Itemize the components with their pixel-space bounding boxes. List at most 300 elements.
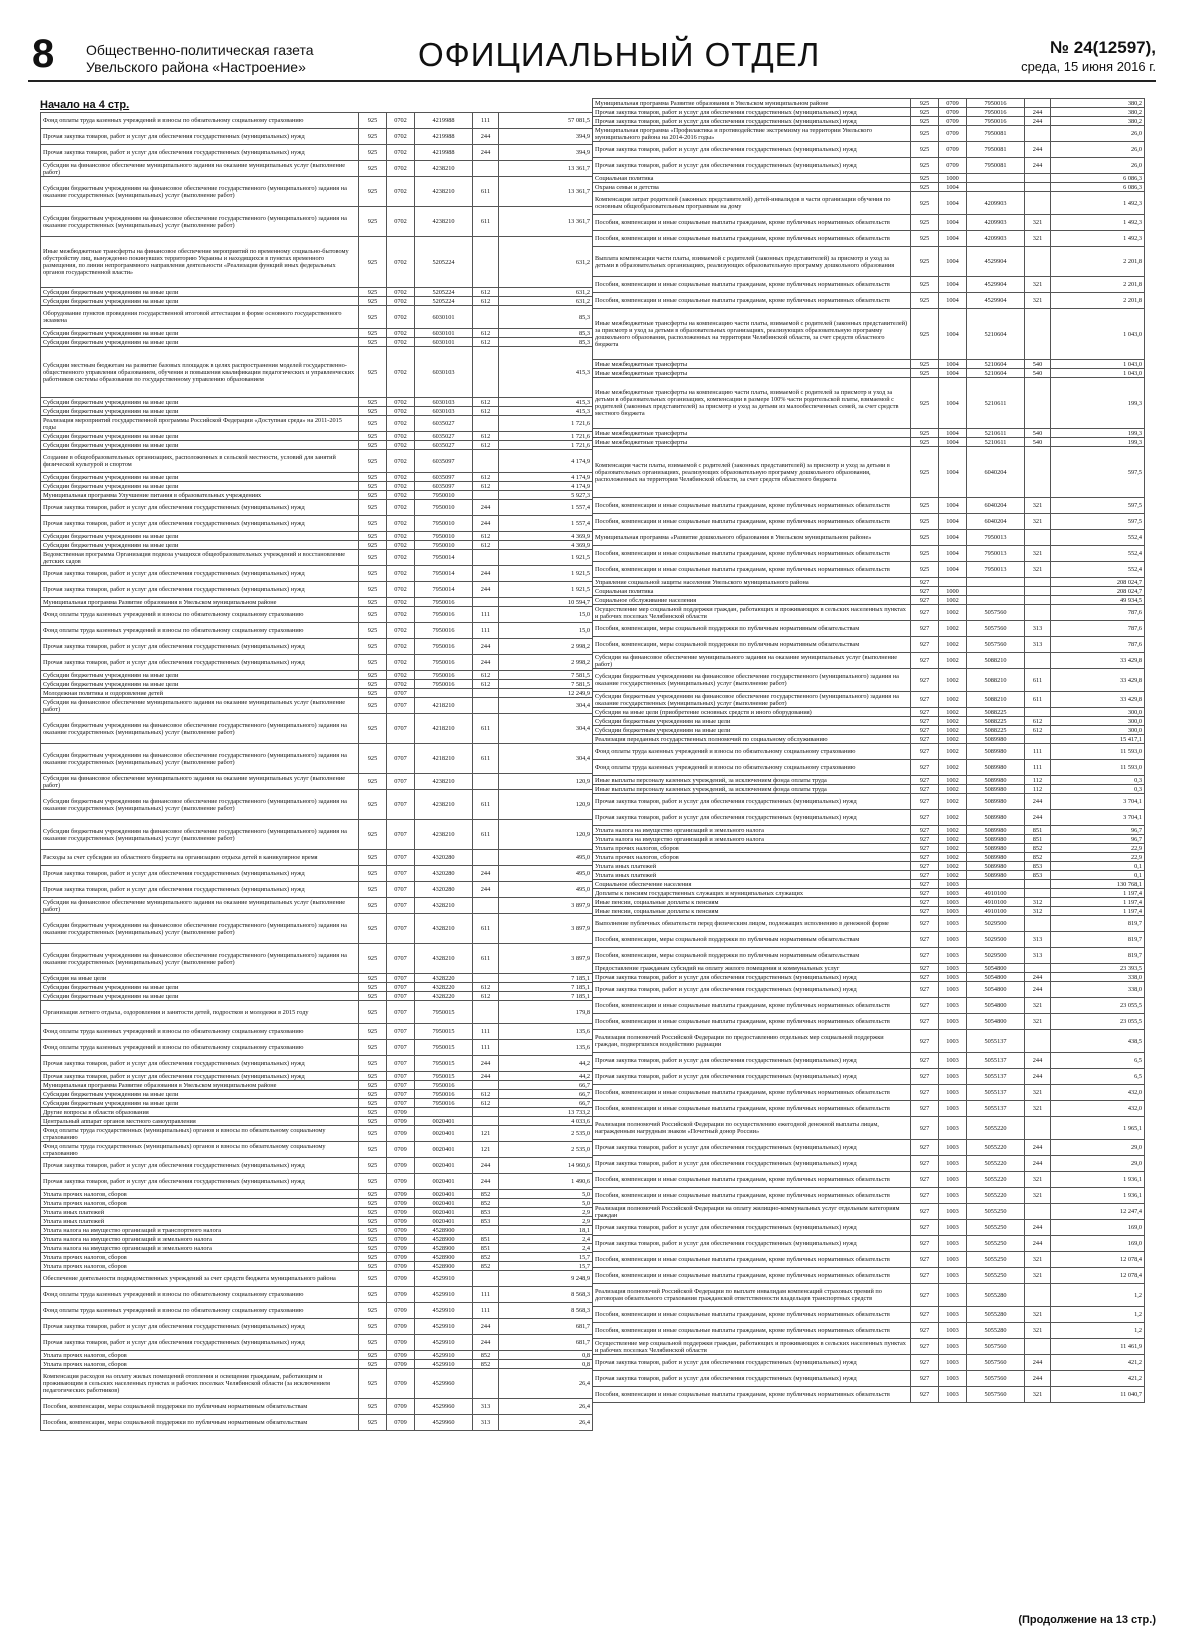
row-amount: 2 201,8	[1051, 277, 1145, 293]
row-dept-code: 925	[359, 914, 387, 944]
row-dept-code: 925	[359, 416, 387, 432]
row-expense-type: 321	[1025, 215, 1051, 231]
row-amount: 135,6	[499, 1024, 593, 1040]
table-row	[41, 1001, 593, 1024]
row-target-code	[967, 596, 1025, 605]
row-target-code: 5089980	[967, 826, 1025, 835]
row-dept-code: 927	[911, 1220, 939, 1236]
row-target-code: 5057560	[967, 1371, 1025, 1387]
row-dept-code: 925	[359, 992, 387, 1001]
row-name: Иные межбюджетные трансферты	[593, 360, 911, 369]
row-name: Пособия, компенсации, меры социальной поддержки по публичным нормативным обязательствам	[41, 1415, 359, 1431]
row-amount: 169,0	[1051, 1236, 1145, 1252]
row-dept-code: 925	[359, 1108, 387, 1117]
row-amount: 1 197,4	[1051, 907, 1145, 916]
row-target-code: 4219988	[415, 145, 473, 161]
row-name: Пособия, компенсации и иные социальные выплаты гражданам, кроме публичных нормативных обязательств	[593, 998, 911, 1014]
row-expense-type: 611	[1025, 692, 1051, 708]
row-name: Фонд оплаты труда казенных учреждений и взносы по обязательному социальному страхованию	[41, 1024, 359, 1040]
row-target-code: 5057560	[967, 1387, 1025, 1403]
row-name: Иные межбюджетные трансферты на компенсацию части платы, взимаемой с родителей за присмотр и уход за детьми в образовательных организациях, компенсации в размере 100% части родительской платы, взимаемой с родителей (законных представителей) за присмотр и уход за детьми из малообеспеченных семей, за счет средств местного бюджета	[593, 378, 911, 429]
row-expense-type: 244	[473, 516, 499, 532]
row-target-code: 4238210	[415, 790, 473, 820]
table-row	[593, 760, 1145, 776]
row-dept-code: 925	[359, 744, 387, 774]
row-expense-type: 612	[473, 680, 499, 689]
row-target-code: 0020401	[415, 1174, 473, 1190]
row-name: Прочая закупка товаров, работ и услуг для обеспечения государственных (муниципальных) нужд	[593, 117, 911, 126]
row-amount: 1 936,1	[1051, 1172, 1145, 1188]
row-name: Социальное обслуживание населения	[593, 596, 911, 605]
row-section-code: 1004	[939, 192, 967, 215]
row-name: Субсидии бюджетным учреждениям на финансовое обеспечение государственного (муниципального) задания на оказание государственных (муниципальных) услуг (выполнение работ)	[41, 207, 359, 237]
row-section-code: 0702	[387, 113, 415, 129]
row-name: Прочая закупка товаров, работ и услуг для обеспечения государственных (муниципальных) нужд	[41, 866, 359, 882]
row-name: Иные межбюджетные трансферты на финансовое обеспечение мероприятий по временному социально-бытовому обустройству лиц, вынужденно покинувших территорию Украины и находящихся в пунктах временного размещения, по линии непрограммного направления деятельности «Реализация функций иных федеральных органов государственной власти»	[41, 237, 359, 288]
row-section-code: 1003	[939, 1156, 967, 1172]
row-dept-code: 925	[359, 1217, 387, 1226]
row-expense-type	[1025, 1284, 1051, 1307]
row-target-code: 7950081	[967, 158, 1025, 174]
right-column	[592, 98, 1144, 1403]
row-target-code	[967, 578, 1025, 587]
row-name: Иные выплаты персоналу казенных учреждений, за исключением фонда оплаты труда	[593, 785, 911, 794]
table-row	[593, 99, 1145, 108]
table-row	[593, 835, 1145, 844]
row-name: Реализация полномочий Российской Федерации по выплате инвалидам компенсаций страховых премий по договорам обязательного страхования гражданской ответственности владельцев транспортных средств	[593, 1284, 911, 1307]
row-target-code: 7950015	[415, 1040, 473, 1056]
row-expense-type: 321	[1025, 1387, 1051, 1403]
row-dept-code: 925	[911, 215, 939, 231]
row-name: Прочая закупка товаров, работ и услуг для обеспечения государственных (муниципальных) нужд	[593, 982, 911, 998]
row-amount: 7 581,5	[499, 671, 593, 680]
row-amount: 338,0	[1051, 973, 1145, 982]
row-amount: 18,1	[499, 1226, 593, 1235]
row-name: Субсидии бюджетным учреждениям на иные цели	[593, 717, 911, 726]
row-section-code: 0702	[387, 516, 415, 532]
row-amount: 7 185,1	[499, 974, 593, 983]
row-target-code: 5055250	[967, 1236, 1025, 1252]
row-expense-type: 612	[473, 338, 499, 347]
row-section-code: 0709	[387, 1399, 415, 1415]
row-dept-code: 925	[911, 309, 939, 360]
row-target-code: 6030103	[415, 407, 473, 416]
row-amount: 415,3	[499, 407, 593, 416]
row-amount: 3 704,1	[1051, 810, 1145, 826]
row-expense-type: 852	[473, 1190, 499, 1199]
row-dept-code: 927	[911, 785, 939, 794]
table-row	[593, 1307, 1145, 1323]
row-target-code: 5089980	[967, 744, 1025, 760]
table-row	[593, 293, 1145, 309]
row-expense-type: 611	[473, 790, 499, 820]
row-expense-type: 611	[473, 714, 499, 744]
row-name: Прочая закупка товаров, работ и услуг для обеспечения государственных (муниципальных) нужд	[593, 973, 911, 982]
row-dept-code: 925	[359, 607, 387, 623]
row-dept-code: 927	[911, 898, 939, 907]
row-target-code: 4910100	[967, 898, 1025, 907]
table-row	[593, 889, 1145, 898]
row-expense-type: 612	[473, 407, 499, 416]
table-row	[593, 717, 1145, 726]
row-section-code: 0709	[387, 1244, 415, 1253]
row-name: Пособия, компенсации и иные социальные выплаты гражданам, кроме публичных нормативных обязательств	[593, 1188, 911, 1204]
row-dept-code: 925	[911, 174, 939, 183]
row-name: Осуществление мер социальной поддержки граждан, работающих и проживающих в сельских населенных пунктах и рабочих поселках Челябинской области	[593, 605, 911, 621]
row-expense-type: 244	[473, 129, 499, 145]
table-row	[41, 1190, 593, 1199]
row-expense-type: 244	[1025, 108, 1051, 117]
row-expense-type: 111	[473, 113, 499, 129]
row-expense-type: 853	[1025, 871, 1051, 880]
table-row	[41, 432, 593, 441]
row-expense-type: 244	[1025, 158, 1051, 174]
table-row	[41, 1090, 593, 1099]
row-target-code: 5055137	[967, 1069, 1025, 1085]
row-section-code: 1003	[939, 1284, 967, 1307]
row-dept-code: 925	[359, 1319, 387, 1335]
row-name: Прочая закупка товаров, работ и услуг для обеспечения государственных (муниципальных) нужд	[593, 1220, 911, 1236]
table-row	[41, 1024, 593, 1040]
table-row	[41, 1081, 593, 1090]
row-target-code: 4238210	[415, 820, 473, 850]
table-row	[593, 1030, 1145, 1053]
row-section-code: 0709	[387, 1158, 415, 1174]
row-dept-code: 927	[911, 998, 939, 1014]
row-amount: 1 936,1	[1051, 1188, 1145, 1204]
row-name: Пособия, компенсации и иные социальные выплаты гражданам, кроме публичных нормативных обязательств	[593, 277, 911, 293]
row-amount: 29,0	[1051, 1140, 1145, 1156]
row-name: Муниципальная программа Развитие образования в Увельском муниципальном районе	[41, 598, 359, 607]
row-dept-code: 925	[359, 1253, 387, 1262]
table-row	[41, 450, 593, 473]
table-row	[41, 744, 593, 774]
table-row	[593, 785, 1145, 794]
table-row	[593, 277, 1145, 293]
table-row	[41, 1208, 593, 1217]
row-amount: 2 201,8	[1051, 293, 1145, 309]
row-name: Социальная политика	[593, 174, 911, 183]
row-target-code: 5055137	[967, 1030, 1025, 1053]
row-section-code: 0702	[387, 237, 415, 288]
row-name: Прочая закупка товаров, работ и услуг для обеспечения государственных (муниципальных) нужд	[593, 1069, 911, 1085]
row-target-code: 4328210	[415, 914, 473, 944]
row-name: Субсидия на финансовое обеспечение муниципального задания на оказание муниципальных услуг (выполнение работ)	[41, 898, 359, 914]
table-row	[41, 882, 593, 898]
row-target-code: 5210604	[967, 360, 1025, 369]
row-section-code: 0702	[387, 598, 415, 607]
table-row	[41, 698, 593, 714]
row-section-code: 0709	[387, 1226, 415, 1235]
row-target-code: 4910100	[967, 907, 1025, 916]
row-dept-code: 927	[911, 1371, 939, 1387]
row-target-code: 6030101	[415, 338, 473, 347]
row-expense-type	[1025, 192, 1051, 215]
row-name: Выплата компенсации части платы, взимаемой с родителей (законных представителей) за присмотр и уход за детьми в образовательных организациях, реализующих образовательную программу дошкольного образования	[593, 247, 911, 277]
row-section-code: 0707	[387, 714, 415, 744]
table-row	[593, 142, 1145, 158]
row-section-code: 0702	[387, 680, 415, 689]
row-amount: 1 721,6	[499, 432, 593, 441]
row-target-code: 5088210	[967, 669, 1025, 692]
row-expense-type: 540	[1025, 429, 1051, 438]
row-target-code: 7950010	[415, 541, 473, 550]
row-name: Пособия, компенсации и иные социальные выплаты гражданам, кроме публичных нормативных обязательств	[593, 1307, 911, 1323]
row-name: Субсидии бюджетным учреждениям на финансовое обеспечение государственного (муниципального) задания на оказание государственных (муниципальных) услуг (выполнение работ)	[593, 692, 911, 708]
row-dept-code: 925	[359, 1099, 387, 1108]
row-section-code: 1002	[939, 853, 967, 862]
row-name: Уплата прочих налогов, сборов	[593, 844, 911, 853]
row-amount: 7 185,1	[499, 992, 593, 1001]
row-amount: 57 081,5	[499, 113, 593, 129]
row-name: Уплата налога на имущество организаций и земельного налога	[41, 1235, 359, 1244]
row-section-code: 0709	[387, 1262, 415, 1271]
row-amount: 3 704,1	[1051, 794, 1145, 810]
row-amount: 23 055,5	[1051, 998, 1145, 1014]
table-row	[593, 998, 1145, 1014]
row-dept-code: 925	[911, 231, 939, 247]
row-dept-code: 927	[911, 1323, 939, 1339]
row-amount: 6 086,3	[1051, 183, 1145, 192]
table-row	[41, 541, 593, 550]
row-amount: 819,7	[1051, 932, 1145, 948]
row-name: Фонд оплаты труда казенных учреждений и взносы по обязательному социальному страхованию	[41, 1303, 359, 1319]
row-section-code: 1004	[939, 514, 967, 530]
row-amount: 66,7	[499, 1099, 593, 1108]
row-section-code: 1003	[939, 907, 967, 916]
row-expense-type: 611	[473, 820, 499, 850]
row-dept-code: 925	[359, 1040, 387, 1056]
table-row	[593, 605, 1145, 621]
row-expense-type: 121	[473, 1142, 499, 1158]
table-row	[593, 1188, 1145, 1204]
table-row	[593, 192, 1145, 215]
table-row	[593, 735, 1145, 744]
table-row	[593, 1284, 1145, 1307]
row-dept-code: 925	[359, 598, 387, 607]
row-target-code: 4209903	[967, 231, 1025, 247]
table-row	[41, 1056, 593, 1072]
row-amount: 1 043,0	[1051, 309, 1145, 360]
row-dept-code: 927	[911, 1387, 939, 1403]
row-section-code: 1002	[939, 708, 967, 717]
row-expense-type: 321	[1025, 546, 1051, 562]
row-amount: 169,0	[1051, 1220, 1145, 1236]
table-row	[593, 853, 1145, 862]
row-expense-type: 612	[473, 992, 499, 1001]
row-amount: 787,6	[1051, 637, 1145, 653]
row-section-code: 0702	[387, 482, 415, 491]
row-section-code: 1003	[939, 1140, 967, 1156]
row-name: Доплаты к пенсиям государственных служащих и муниципальных служащих	[593, 889, 911, 898]
row-target-code: 0020401	[415, 1217, 473, 1226]
table-row	[593, 1252, 1145, 1268]
row-dept-code: 927	[911, 1030, 939, 1053]
row-section-code: 0709	[387, 1415, 415, 1431]
row-dept-code: 925	[359, 347, 387, 398]
row-section-code: 1004	[939, 247, 967, 277]
row-target-code: 5055220	[967, 1117, 1025, 1140]
row-expense-type: 111	[473, 607, 499, 623]
row-amount: 2,4	[499, 1235, 593, 1244]
row-name: Оборудование пунктов проведения государственной итоговой аттестации в форме основного государственного экзамена	[41, 306, 359, 329]
row-expense-type: 244	[473, 1174, 499, 1190]
row-target-code: 5054800	[967, 982, 1025, 998]
row-name: Пособия, компенсации и иные социальные выплаты гражданам, кроме публичных нормативных обязательств	[593, 1172, 911, 1188]
row-amount: 26,4	[499, 1369, 593, 1399]
row-name: Фонд оплаты труда казенных учреждений и взносы по обязательному социальному страхованию	[41, 1287, 359, 1303]
row-dept-code: 925	[359, 432, 387, 441]
row-section-code: 1003	[939, 1030, 967, 1053]
row-dept-code: 925	[359, 161, 387, 177]
table-row	[41, 441, 593, 450]
row-target-code: 5057560	[967, 1339, 1025, 1355]
row-dept-code: 925	[359, 866, 387, 882]
row-amount: 13 733,2	[499, 1108, 593, 1117]
row-section-code: 1004	[939, 562, 967, 578]
table-row	[41, 1369, 593, 1399]
row-amount: 8 568,3	[499, 1287, 593, 1303]
row-expense-type	[1025, 653, 1051, 669]
row-dept-code: 925	[359, 441, 387, 450]
table-row	[593, 117, 1145, 126]
row-expense-type: 244	[1025, 810, 1051, 826]
table-row	[41, 1072, 593, 1081]
row-section-code: 0702	[387, 288, 415, 297]
row-target-code: 5029500	[967, 916, 1025, 932]
row-section-code	[939, 578, 967, 587]
issue-date: среда, 15 июня 2016 г.	[1021, 59, 1156, 74]
row-target-code: 0020401	[415, 1117, 473, 1126]
row-name: Иные пенсии, социальные доплаты к пенсиям	[593, 898, 911, 907]
row-target-code: 5205224	[415, 288, 473, 297]
row-dept-code: 925	[359, 1208, 387, 1217]
table-row	[41, 1351, 593, 1360]
row-name: Прочая закупка товаров, работ и услуг для обеспечения государственных (муниципальных) нужд	[41, 1158, 359, 1174]
row-name: Компенсация части платы, взимаемой с родителей (законных представителей) за присмотр и уход за детьми в образовательных организациях, реализующих образовательную программу дошкольного образования, расположенных на территории Челябинской области, за счет средств областного бюджета	[593, 447, 911, 498]
row-expense-type: 244	[1025, 1140, 1051, 1156]
row-target-code: 7950016	[415, 655, 473, 671]
row-expense-type: 313	[1025, 948, 1051, 964]
row-section-code: 0709	[939, 142, 967, 158]
row-amount: 9 248,9	[499, 1271, 593, 1287]
row-section-code: 0702	[387, 329, 415, 338]
row-amount: 1 492,3	[1051, 215, 1145, 231]
row-section-code: 0707	[387, 882, 415, 898]
row-dept-code: 927	[911, 578, 939, 587]
row-amount: 13 361,7	[499, 177, 593, 207]
row-expense-type: 612	[473, 532, 499, 541]
table-row	[593, 429, 1145, 438]
row-dept-code: 925	[911, 293, 939, 309]
row-expense-type: 321	[1025, 1188, 1051, 1204]
table-row	[41, 655, 593, 671]
row-expense-type	[473, 1369, 499, 1399]
row-amount: 12 078,4	[1051, 1268, 1145, 1284]
row-amount: 1 197,4	[1051, 889, 1145, 898]
row-target-code: 7950014	[415, 582, 473, 598]
row-target-code	[967, 880, 1025, 889]
row-dept-code: 925	[911, 99, 939, 108]
row-expense-type	[1025, 126, 1051, 142]
row-target-code: 5210611	[967, 429, 1025, 438]
table-row	[593, 932, 1145, 948]
row-dept-code: 925	[359, 974, 387, 983]
table-row	[41, 680, 593, 689]
row-expense-type: 244	[1025, 794, 1051, 810]
row-dept-code: 927	[911, 1156, 939, 1172]
row-section-code: 1002	[939, 692, 967, 708]
row-section-code: 0707	[387, 1024, 415, 1040]
table-row	[41, 1217, 593, 1226]
budget-table-left	[40, 112, 593, 1431]
table-row	[41, 671, 593, 680]
table-row	[41, 306, 593, 329]
table-row	[41, 207, 593, 237]
row-amount: 96,7	[1051, 835, 1145, 844]
row-dept-code: 925	[911, 498, 939, 514]
row-dept-code: 925	[359, 850, 387, 866]
table-row	[41, 398, 593, 407]
row-section-code: 1003	[939, 1323, 967, 1339]
row-expense-type	[1025, 596, 1051, 605]
row-section-code: 1000	[939, 174, 967, 183]
row-name: Создание в общеобразовательных организациях, расположенных в сельской местности, условий для занятий физической культурой и спортом	[41, 450, 359, 473]
row-dept-code: 927	[911, 1252, 939, 1268]
row-dept-code: 925	[359, 1235, 387, 1244]
row-amount: 380,2	[1051, 108, 1145, 117]
row-expense-type: 244	[473, 582, 499, 598]
row-name: Субсидии бюджетным учреждениям на иные цели	[41, 441, 359, 450]
row-amount: 552,4	[1051, 562, 1145, 578]
row-section-code: 0707	[387, 1099, 415, 1108]
row-section-code: 0702	[387, 129, 415, 145]
row-target-code: 4529960	[415, 1415, 473, 1431]
row-name: Фонд оплаты труда государственных (муниципальных) органов и взносы по обязательному социальному страхованию	[41, 1126, 359, 1142]
table-row	[41, 532, 593, 541]
row-section-code: 1004	[939, 530, 967, 546]
row-expense-type	[473, 550, 499, 566]
row-dept-code: 925	[911, 192, 939, 215]
table-row	[593, 562, 1145, 578]
row-target-code: 6035027	[415, 416, 473, 432]
row-expense-type: 244	[1025, 973, 1051, 982]
row-section-code: 0709	[387, 1319, 415, 1335]
row-amount: 681,7	[499, 1335, 593, 1351]
row-target-code: 5088225	[967, 726, 1025, 735]
row-amount: 15 417,1	[1051, 735, 1145, 744]
row-amount: 495,0	[499, 850, 593, 866]
table-row	[41, 1108, 593, 1117]
table-row	[593, 447, 1145, 498]
table-row	[593, 1172, 1145, 1188]
row-target-code: 4209903	[967, 192, 1025, 215]
table-row	[593, 498, 1145, 514]
row-section-code: 0709	[387, 1271, 415, 1287]
row-name: Прочая закупка товаров, работ и услуг для обеспечения государственных (муниципальных) нужд	[593, 1236, 911, 1252]
row-section-code: 1002	[939, 621, 967, 637]
table-row	[41, 482, 593, 491]
row-target-code: 7950016	[415, 607, 473, 623]
row-target-code: 4529910	[415, 1319, 473, 1335]
row-target-code: 7950016	[415, 598, 473, 607]
row-section-code: 0702	[387, 441, 415, 450]
row-expense-type: 321	[1025, 514, 1051, 530]
row-name: Субсидия на финансовое обеспечение муниципального задания на оказание муниципальных услуг (выполнение работ)	[41, 774, 359, 790]
row-section-code: 1003	[939, 1371, 967, 1387]
row-name: Прочая закупка товаров, работ и услуг для обеспечения государственных (муниципальных) нужд	[41, 1072, 359, 1081]
row-name: Субсидии бюджетным учреждениям на финансовое обеспечение государственного (муниципального) задания на оказание государственных (муниципальных) услуг (выполнение работ)	[41, 790, 359, 820]
